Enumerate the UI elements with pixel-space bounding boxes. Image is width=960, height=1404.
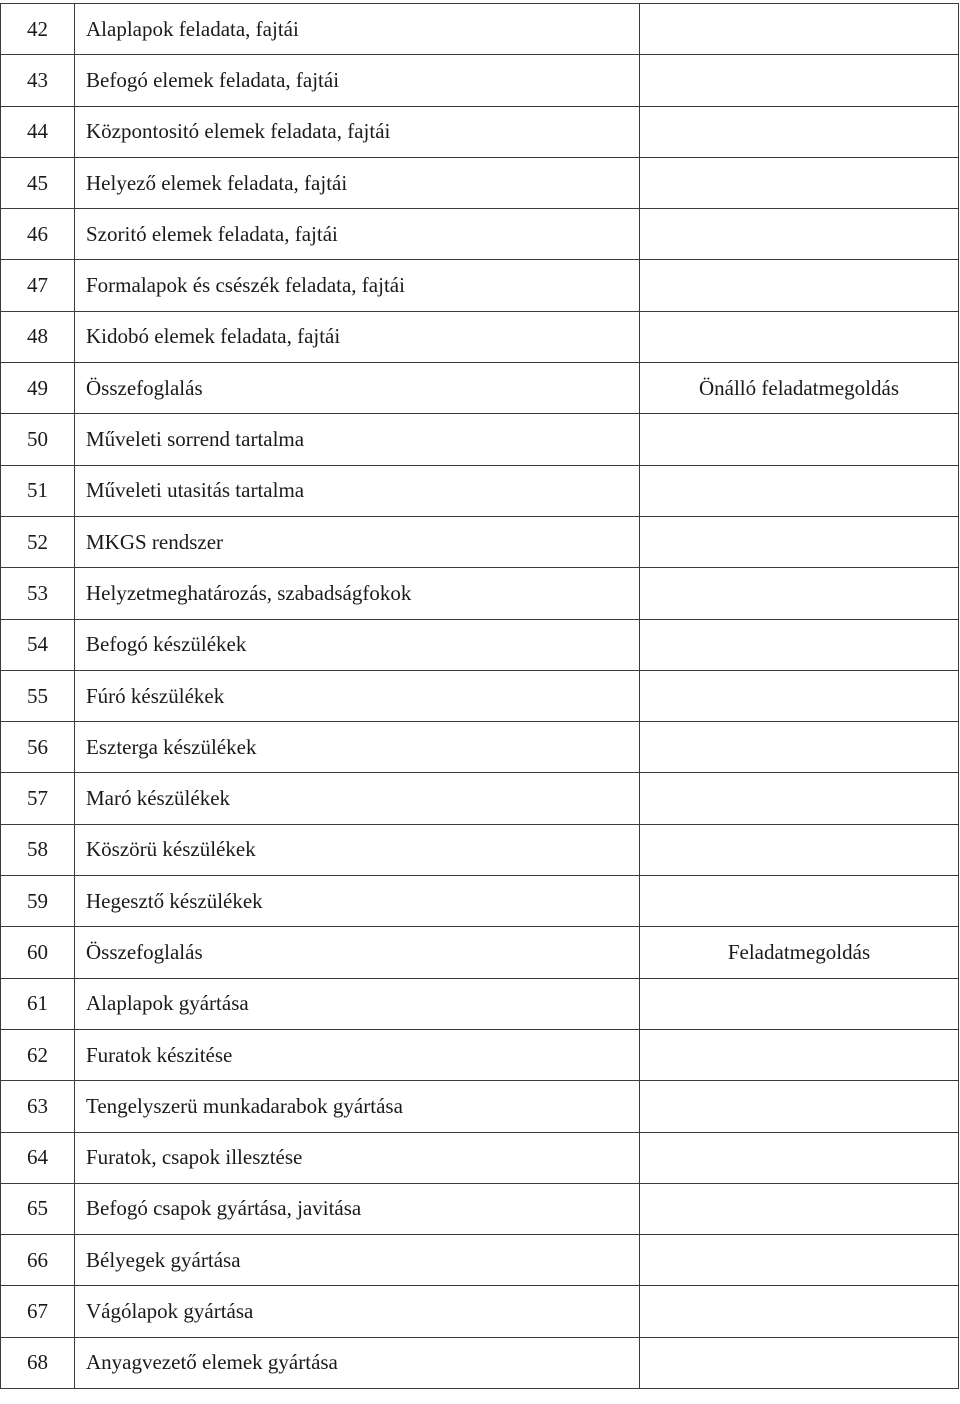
lesson-topic: MKGS rendszer — [75, 516, 640, 567]
lesson-topic: Befogó csapok gyártása, javitása — [75, 1183, 640, 1234]
lesson-topic: Kidobó elemek feladata, fajtái — [75, 311, 640, 362]
lesson-note — [640, 1081, 959, 1132]
lesson-note — [640, 311, 959, 362]
table-row — [1, 311, 959, 362]
lesson-topic: Tengelyszerü munkadarabok gyártása — [75, 1081, 640, 1132]
table-row — [1, 4, 959, 55]
lesson-note — [640, 876, 959, 927]
lesson-topic: Vágólapok gyártása — [75, 1286, 640, 1337]
lesson-topic: Összefoglalás — [75, 363, 640, 414]
table-row — [1, 773, 959, 824]
lesson-topic: Alaplapok feladata, fajtái — [75, 4, 640, 55]
lesson-topic: Eszterga készülékek — [75, 722, 640, 773]
table-row — [1, 670, 959, 721]
table-row — [1, 516, 959, 567]
lesson-note: Önálló feladatmegoldás — [640, 363, 959, 414]
lesson-number: 42 — [1, 4, 75, 55]
lesson-topic: Maró készülékek — [75, 773, 640, 824]
lesson-topic: Fúró készülékek — [75, 670, 640, 721]
lesson-topic: Hegesztő készülékek — [75, 876, 640, 927]
lesson-note — [640, 260, 959, 311]
lesson-note — [640, 824, 959, 875]
lesson-note — [640, 773, 959, 824]
table-row — [1, 1081, 959, 1132]
lesson-number: 58 — [1, 824, 75, 875]
lesson-topic: Formalapok és csészék feladata, fajtái — [75, 260, 640, 311]
table-row — [1, 1132, 959, 1183]
lesson-note — [640, 619, 959, 670]
lesson-number: 53 — [1, 568, 75, 619]
curriculum-table — [0, 3, 959, 1389]
lesson-number: 45 — [1, 157, 75, 208]
lesson-topic: Központositó elemek feladata, fajtái — [75, 106, 640, 157]
lesson-topic: Befogó elemek feladata, fajtái — [75, 55, 640, 106]
lesson-number: 67 — [1, 1286, 75, 1337]
lesson-topic: Összefoglalás — [75, 927, 640, 978]
lesson-number: 51 — [1, 465, 75, 516]
table-row — [1, 55, 959, 106]
lesson-number: 64 — [1, 1132, 75, 1183]
lesson-topic: Anyagvezető elemek gyártása — [75, 1337, 640, 1388]
lesson-number: 59 — [1, 876, 75, 927]
lesson-number: 50 — [1, 414, 75, 465]
lesson-note — [640, 722, 959, 773]
lesson-note — [640, 568, 959, 619]
lesson-number: 49 — [1, 363, 75, 414]
lesson-topic: Helyező elemek feladata, fajtái — [75, 157, 640, 208]
lesson-note — [640, 1235, 959, 1286]
lesson-number: 52 — [1, 516, 75, 567]
lesson-note — [640, 516, 959, 567]
lesson-note — [640, 670, 959, 721]
lesson-number: 57 — [1, 773, 75, 824]
table-row — [1, 1235, 959, 1286]
lesson-note — [640, 1132, 959, 1183]
lesson-note: Feladatmegoldás — [640, 927, 959, 978]
lesson-number: 46 — [1, 209, 75, 260]
lesson-number: 47 — [1, 260, 75, 311]
lesson-number: 61 — [1, 978, 75, 1029]
lesson-note — [640, 1286, 959, 1337]
lesson-topic: Befogó készülékek — [75, 619, 640, 670]
lesson-topic: Furatok készitése — [75, 1029, 640, 1080]
curriculum-table-body — [1, 4, 959, 1389]
lesson-note — [640, 1183, 959, 1234]
lesson-note — [640, 4, 959, 55]
lesson-note — [640, 1029, 959, 1080]
lesson-topic: Köszörü készülékek — [75, 824, 640, 875]
table-row — [1, 209, 959, 260]
table-row — [1, 363, 959, 414]
lesson-note — [640, 978, 959, 1029]
lesson-number: 56 — [1, 722, 75, 773]
table-row — [1, 1183, 959, 1234]
table-row — [1, 465, 959, 516]
lesson-topic: Bélyegek gyártása — [75, 1235, 640, 1286]
lesson-number: 55 — [1, 670, 75, 721]
lesson-number: 65 — [1, 1183, 75, 1234]
table-row — [1, 722, 959, 773]
lesson-topic: Helyzetmeghatározás, szabadságfokok — [75, 568, 640, 619]
lesson-note — [640, 209, 959, 260]
lesson-number: 62 — [1, 1029, 75, 1080]
lesson-note — [640, 1337, 959, 1388]
table-row — [1, 414, 959, 465]
lesson-number: 60 — [1, 927, 75, 978]
table-row — [1, 619, 959, 670]
table-row — [1, 1337, 959, 1388]
table-row — [1, 978, 959, 1029]
lesson-note — [640, 157, 959, 208]
table-row — [1, 1029, 959, 1080]
lesson-note — [640, 55, 959, 106]
lesson-topic: Alaplapok gyártása — [75, 978, 640, 1029]
table-row — [1, 157, 959, 208]
lesson-number: 54 — [1, 619, 75, 670]
lesson-number: 44 — [1, 106, 75, 157]
table-row — [1, 876, 959, 927]
table-row — [1, 106, 959, 157]
table-row — [1, 1286, 959, 1337]
lesson-note — [640, 465, 959, 516]
table-row — [1, 260, 959, 311]
lesson-topic: Szoritó elemek feladata, fajtái — [75, 209, 640, 260]
lesson-number: 68 — [1, 1337, 75, 1388]
lesson-topic: Műveleti utasitás tartalma — [75, 465, 640, 516]
lesson-number: 66 — [1, 1235, 75, 1286]
lesson-number: 48 — [1, 311, 75, 362]
lesson-number: 63 — [1, 1081, 75, 1132]
lesson-topic: Furatok, csapok illesztése — [75, 1132, 640, 1183]
lesson-note — [640, 106, 959, 157]
lesson-topic: Műveleti sorrend tartalma — [75, 414, 640, 465]
table-row — [1, 927, 959, 978]
table-row — [1, 824, 959, 875]
lesson-note — [640, 414, 959, 465]
table-row — [1, 568, 959, 619]
lesson-number: 43 — [1, 55, 75, 106]
